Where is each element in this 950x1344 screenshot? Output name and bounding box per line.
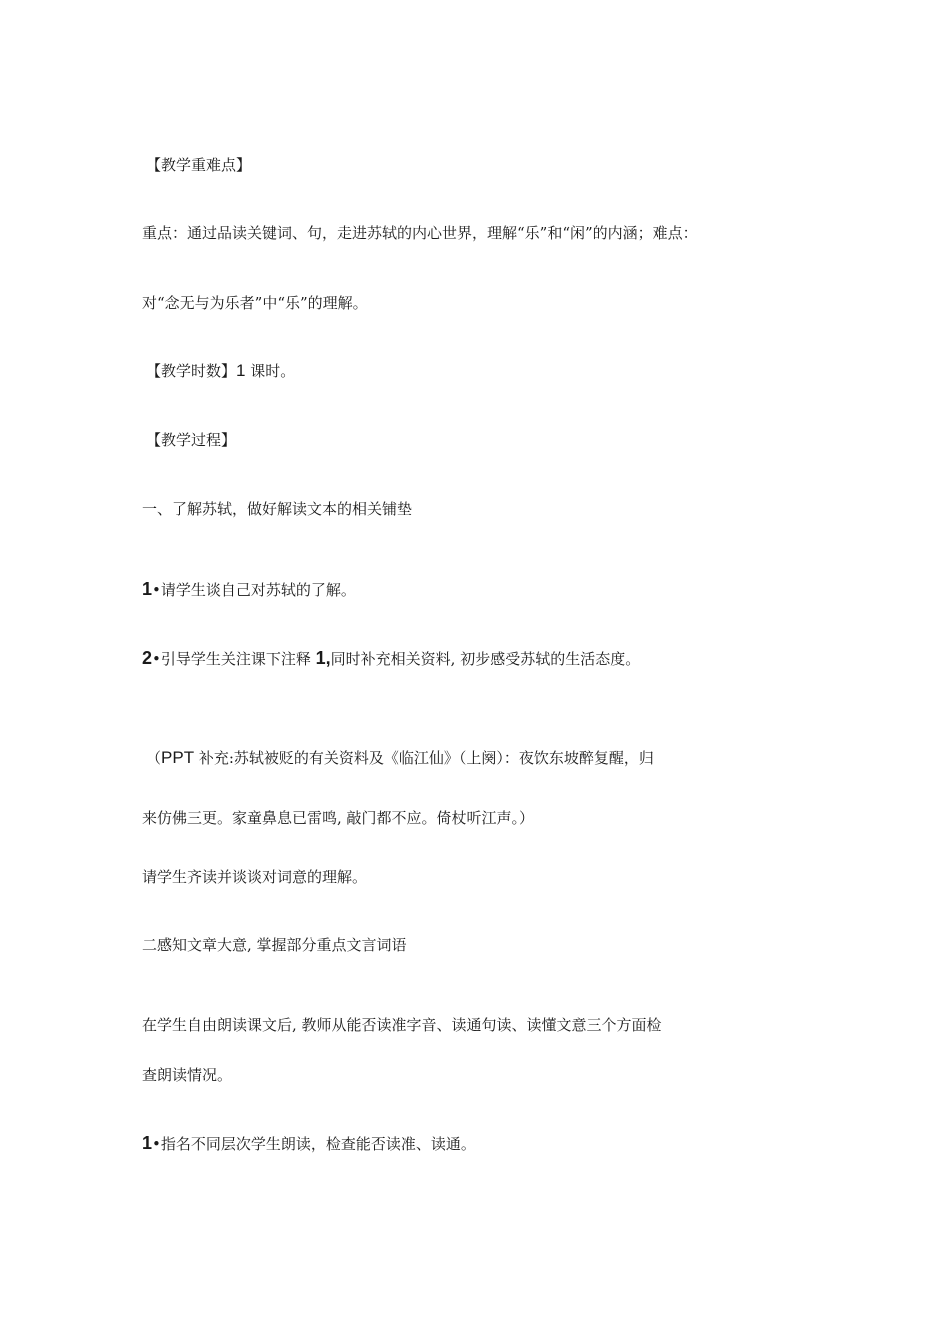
reading-check-paragraph-line-1: 在学生自由朗读课文后, 教师从能否读准字音、读通句读、读懂文意三个方面检 (142, 1016, 662, 1034)
ppt-line-1-text: 补充:苏轼被贬的有关资料及《临江仙》（上阕）：夜饮东坡醉复醒，归 (194, 749, 654, 767)
ppt-open-paren: （ (146, 749, 162, 767)
key-points-paragraph-line-2: 对“念无与为乐者”中“乐”的理解。 (142, 294, 368, 312)
step-2-line (142, 648, 640, 669)
step-3-line (142, 1133, 476, 1154)
step-1-text: •请学生谈自己对苏轼的了解。 (152, 581, 356, 599)
heading-teaching-process: 【教学过程】 (146, 431, 237, 449)
ppt-supplement-line-1 (146, 748, 654, 768)
heading-key-points: 【教学重难点】 (146, 156, 252, 174)
ppt-label: PPT (161, 748, 195, 767)
step-2-number: 2 (142, 648, 153, 668)
teaching-hours-number: 1 (236, 361, 246, 380)
ppt-supplement-line-2: 来仿佛三更。家童鼻息已雷鸣, 敲门都不应。倚杖听江声。） (142, 809, 535, 827)
teaching-hours-line (146, 361, 295, 381)
step-1-number: 1 (142, 579, 153, 599)
teaching-hours-unit: 课时。 (245, 362, 296, 380)
read-together-line: 请学生齐读并谈谈对词意的理解。 (142, 868, 368, 886)
step-2-text-b: 同时补充相关资料, 初步感受苏轼的生活态度。 (330, 650, 641, 668)
section-2-title: 二感知文章大意, 掌握部分重点文言词语 (142, 936, 407, 954)
step-3-text: •指名不同层次学生朗读，检查能否读准、读通。 (152, 1135, 476, 1153)
teaching-hours-label: 【教学时数】 (146, 362, 237, 380)
step-3-number: 1 (142, 1133, 153, 1153)
step-1-line (142, 579, 356, 600)
section-1-title: 一、了解苏轼，做好解读文本的相关铺垫 (142, 500, 413, 518)
step-2-note-number: 1, (315, 648, 331, 668)
reading-check-paragraph-line-2: 查朗读情况。 (142, 1066, 233, 1084)
key-points-paragraph-line-1: 重点：通过品读关键词、句，走进苏轼的内心世界，理解“乐”和“闲”的内涵；难点： (142, 224, 698, 242)
step-2-text-a: •引导学生关注课下注释 (152, 650, 316, 668)
